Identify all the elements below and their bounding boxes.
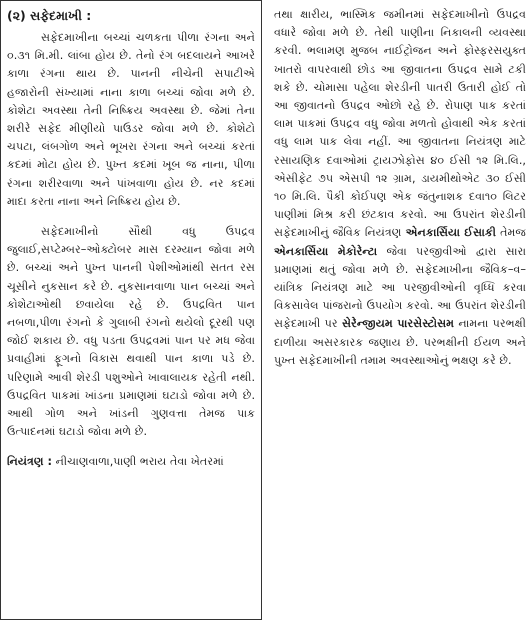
control-label: નિયંત્રણ : (7, 455, 53, 469)
section-heading: (૨) સફેદમાખી : (7, 8, 92, 23)
description-paragraph: સફેદમાખીના બચ્ચાં ચળકતા પીળા રંગના અને ૦.૩૧ મિ.મી. લાંબા હોય છે. તેનો રંગ બદલાયને આખરે કાળા રંગના થાય છે. પાનની નીચેની સપાટીએ હજારોની સંખ્યામાં નાના કાળા બચ્ચાં જોવા મળે છે. કોશેટા અવસ્થા તેની નિષ્ક્રિય અવસ્થા છે. જેમાં તેના શરીરે સફેદ મીણીયો પાઉડર જોવા મળે છે. કોશેટો ચપટા, લંબગોળ અને ભૂખરા રંગના અને બચ્ચાં કરતાં કદમાં મોટા હોય છે. પુખ્ત કદમાં ખૂબ જ નાના, પીળા રંગના શરીરવાળા અને પાંખવાળા હોય છે. નર કદમાં માદા કરતા નાના અને નિષ્ક્રિય હોય છે. (7, 31, 255, 208)
control-text-part1: તથા ક્ષારીય, ભાસ્મિક જમીનમાં સફેદમાખીનો ઉપદ્રવ વધારે જોવા મળે છે. તેથી પાણીના નિકાલની વ્યવસ્થા કરવી. ભલામણ મુજબ નાઈટ્રોજન અને ફોસ્ફરસયુક્ત ખાતરો વાપરવાથી છોડ આ જીવાતના ઉપદ્રવ સામે ટકી શકે છે. ચોમાસા પહેલા શેરડીની પાતરી ઉતારી હોઈ તો આ જીવાતનો ઉપદ્રવ ઓછો રહે છે. રોપાણ પાક કરતાં લામ પાકમાં ઉપદ્રવ વધુ જોવા મળતો હોવાથી એક કરતાં વધુ લામ પાક લેવા નહીં. આ જીવાતના નિયંત્રણ માટે રસાયણિક દવાઓમાં ટ્રાયઝોફોસ ૪૦ ઈસી ૧૨ મિ.લિ., એસીફેટ ૭૫ એસપી ૧૨ ગ્રામ, ડાયમીથોએટ ૩૦ ઈસી ૧૦ મિ.લિ. પૈકી કોઈપણ એક જંતુનાશક દવા૧૦ લિટર પાણીમાં મિશ્ર કરી છંટકાવ કરવો. આ ઉપરાંત શેરડીની સફેદમાખીનું જૈવિક નિયંત્રણ (274, 8, 526, 240)
damage-paragraph: સફેદમાખીનો સૌથી વધુ ઉપદ્રવ જુલાઈ,સપ્ટેમ્બર–ઓક્ટોબર માસ દરમ્યાન જોવા મળે છે. બચ્ચાં અને પુખ્ત પાનની પેશીઓમાંથી સતત રસ ચૂસીને નુકસાન કરે છે. નુકસાનવાળા પાન બચ્ચાં અને કોશેટાઓથી છવાયેલા રહે છે. ઉપદ્રવિત પાન નબળા,પીળા રંગનો કે ગુલાબી રંગનો થયેલો દૂરથી પણ જોઈ શકાય છે. વધુ પડતા ઉપદ્રવમાં પાન પર મધ જેવા પ્રવાહીમાં ફૂગનો વિકાસ થવાથી પાન કાળા પડે છે. પરિણામે આવી શેરડી પશુઓને ખાવાલાયક રહેતી નથી. ઉપદ્રવિત પાકમાં ખાંડના પ્રમાણમાં ઘટાડો જોવા મળે છે. આથી ગોળ અને ખાંડની ગુણવત્તા તેમજ પાક ઉત્પાદનમાં ઘટાડો જોવા મળે છે. (7, 225, 255, 439)
left-column (0, 0, 262, 620)
bio-agent-2: એનકાર્સિયા મેકોરેન્ટા (274, 244, 378, 258)
predator-name: સેરેન્જીયમ પારસેસ્ટોસમ (341, 317, 455, 331)
conjunction-text: તેમજ (500, 226, 526, 240)
control-text: નીચાણવાળા,પાણી ભરાય તેવા ખેતરમાં (55, 455, 224, 469)
bio-agent-1: એનકાર્સિયા ઈસાકી (405, 226, 496, 240)
control-text-part2: જેવા પરજીવીઓ દ્વારા સારા પ્રમાણમાં થતું જોવા મળે છે. સફેદમાખીના જૈવિક–વ–યાંત્રિક નિયંત્રણ માટે આ પરજીવીઓની વૃધ્ધિ કરવા વિકસાવેલ પાંજરાનો ઉપયોગ કરવો. આ ઉપરાંત શેરડીની સફેદમાખી પર (274, 244, 526, 331)
control-text-part3: નામના પરભક્ષી દાળીયા અસરકારક જણાય છે. પરભક્ષીની ઈયળ અને પુખ્ત સફેદમાખીની તમામ અવસ્થાઓનું ભક્ષણ કરે છે. (274, 317, 526, 367)
control-continued-paragraph (274, 6, 526, 370)
control-paragraph (7, 453, 255, 471)
right-column (266, 0, 530, 620)
